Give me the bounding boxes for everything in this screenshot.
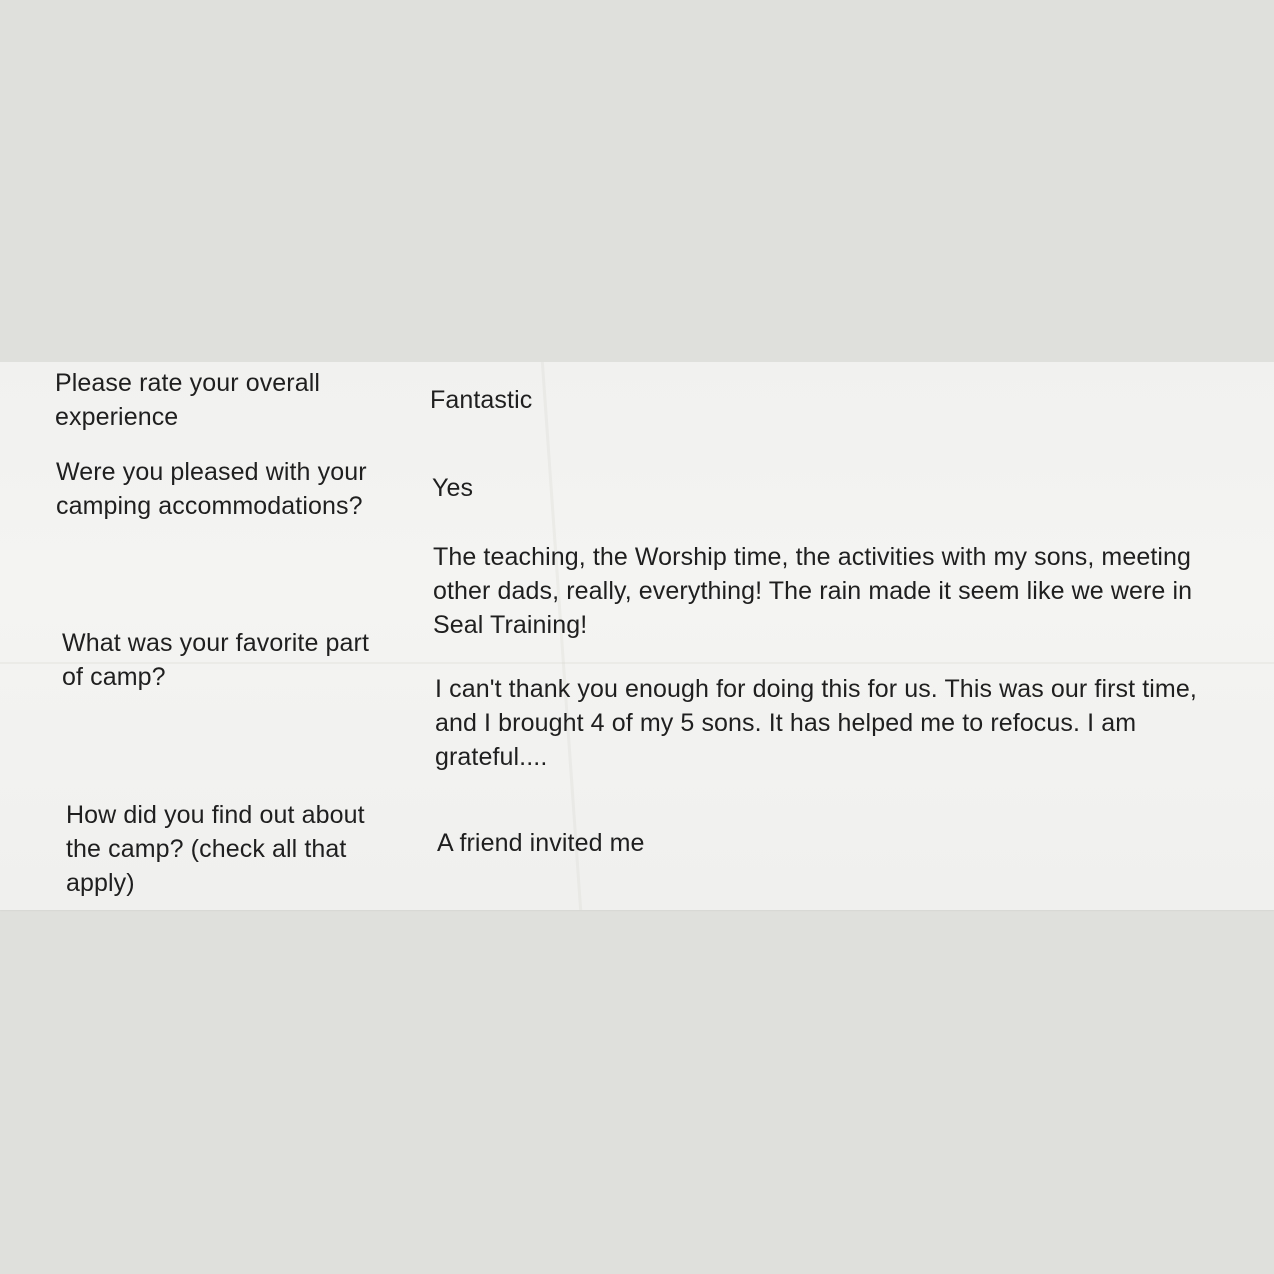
answer-line: other dads, really, everything! The rain made it seem like we were in [433, 577, 1193, 605]
question-line: camping accommodations? [56, 492, 363, 520]
question-line: What was your favorite part [62, 629, 369, 657]
answer-overall-experience [430, 383, 532, 417]
question-overall-experience [55, 366, 320, 434]
answer-line: Fantastic [430, 386, 533, 414]
question-line: experience [55, 403, 179, 431]
answer-line: A friend invited me [437, 829, 645, 857]
answer-how-found-out [437, 826, 645, 860]
answer-line: I can't thank you enough for doing this for us. This was our first time, [435, 675, 1197, 703]
question-line: the camp? (check all that [66, 835, 347, 863]
answer-line: The teaching, the Worship time, the activities with my sons, meeting [433, 543, 1192, 571]
answer-accommodations [432, 471, 473, 505]
question-line: Please rate your overall [55, 369, 321, 397]
answer-favorite-part-paragraph-1 [433, 540, 1192, 642]
question-line: of camp? [62, 663, 166, 691]
answer-line: and I brought 4 of my 5 sons. It has helped me to refocus. I am [435, 709, 1137, 737]
question-favorite-part [62, 626, 369, 694]
question-line: apply) [66, 869, 135, 897]
question-how-found-out [66, 798, 365, 900]
answer-favorite-part-paragraph-2 [435, 672, 1197, 774]
question-line: How did you find out about [66, 801, 365, 829]
question-line: Were you pleased with your [56, 458, 367, 486]
question-accommodations [56, 455, 367, 523]
answer-line: Seal Training! [433, 611, 588, 639]
answer-line: Yes [432, 474, 474, 502]
answer-line: grateful.... [435, 743, 548, 771]
